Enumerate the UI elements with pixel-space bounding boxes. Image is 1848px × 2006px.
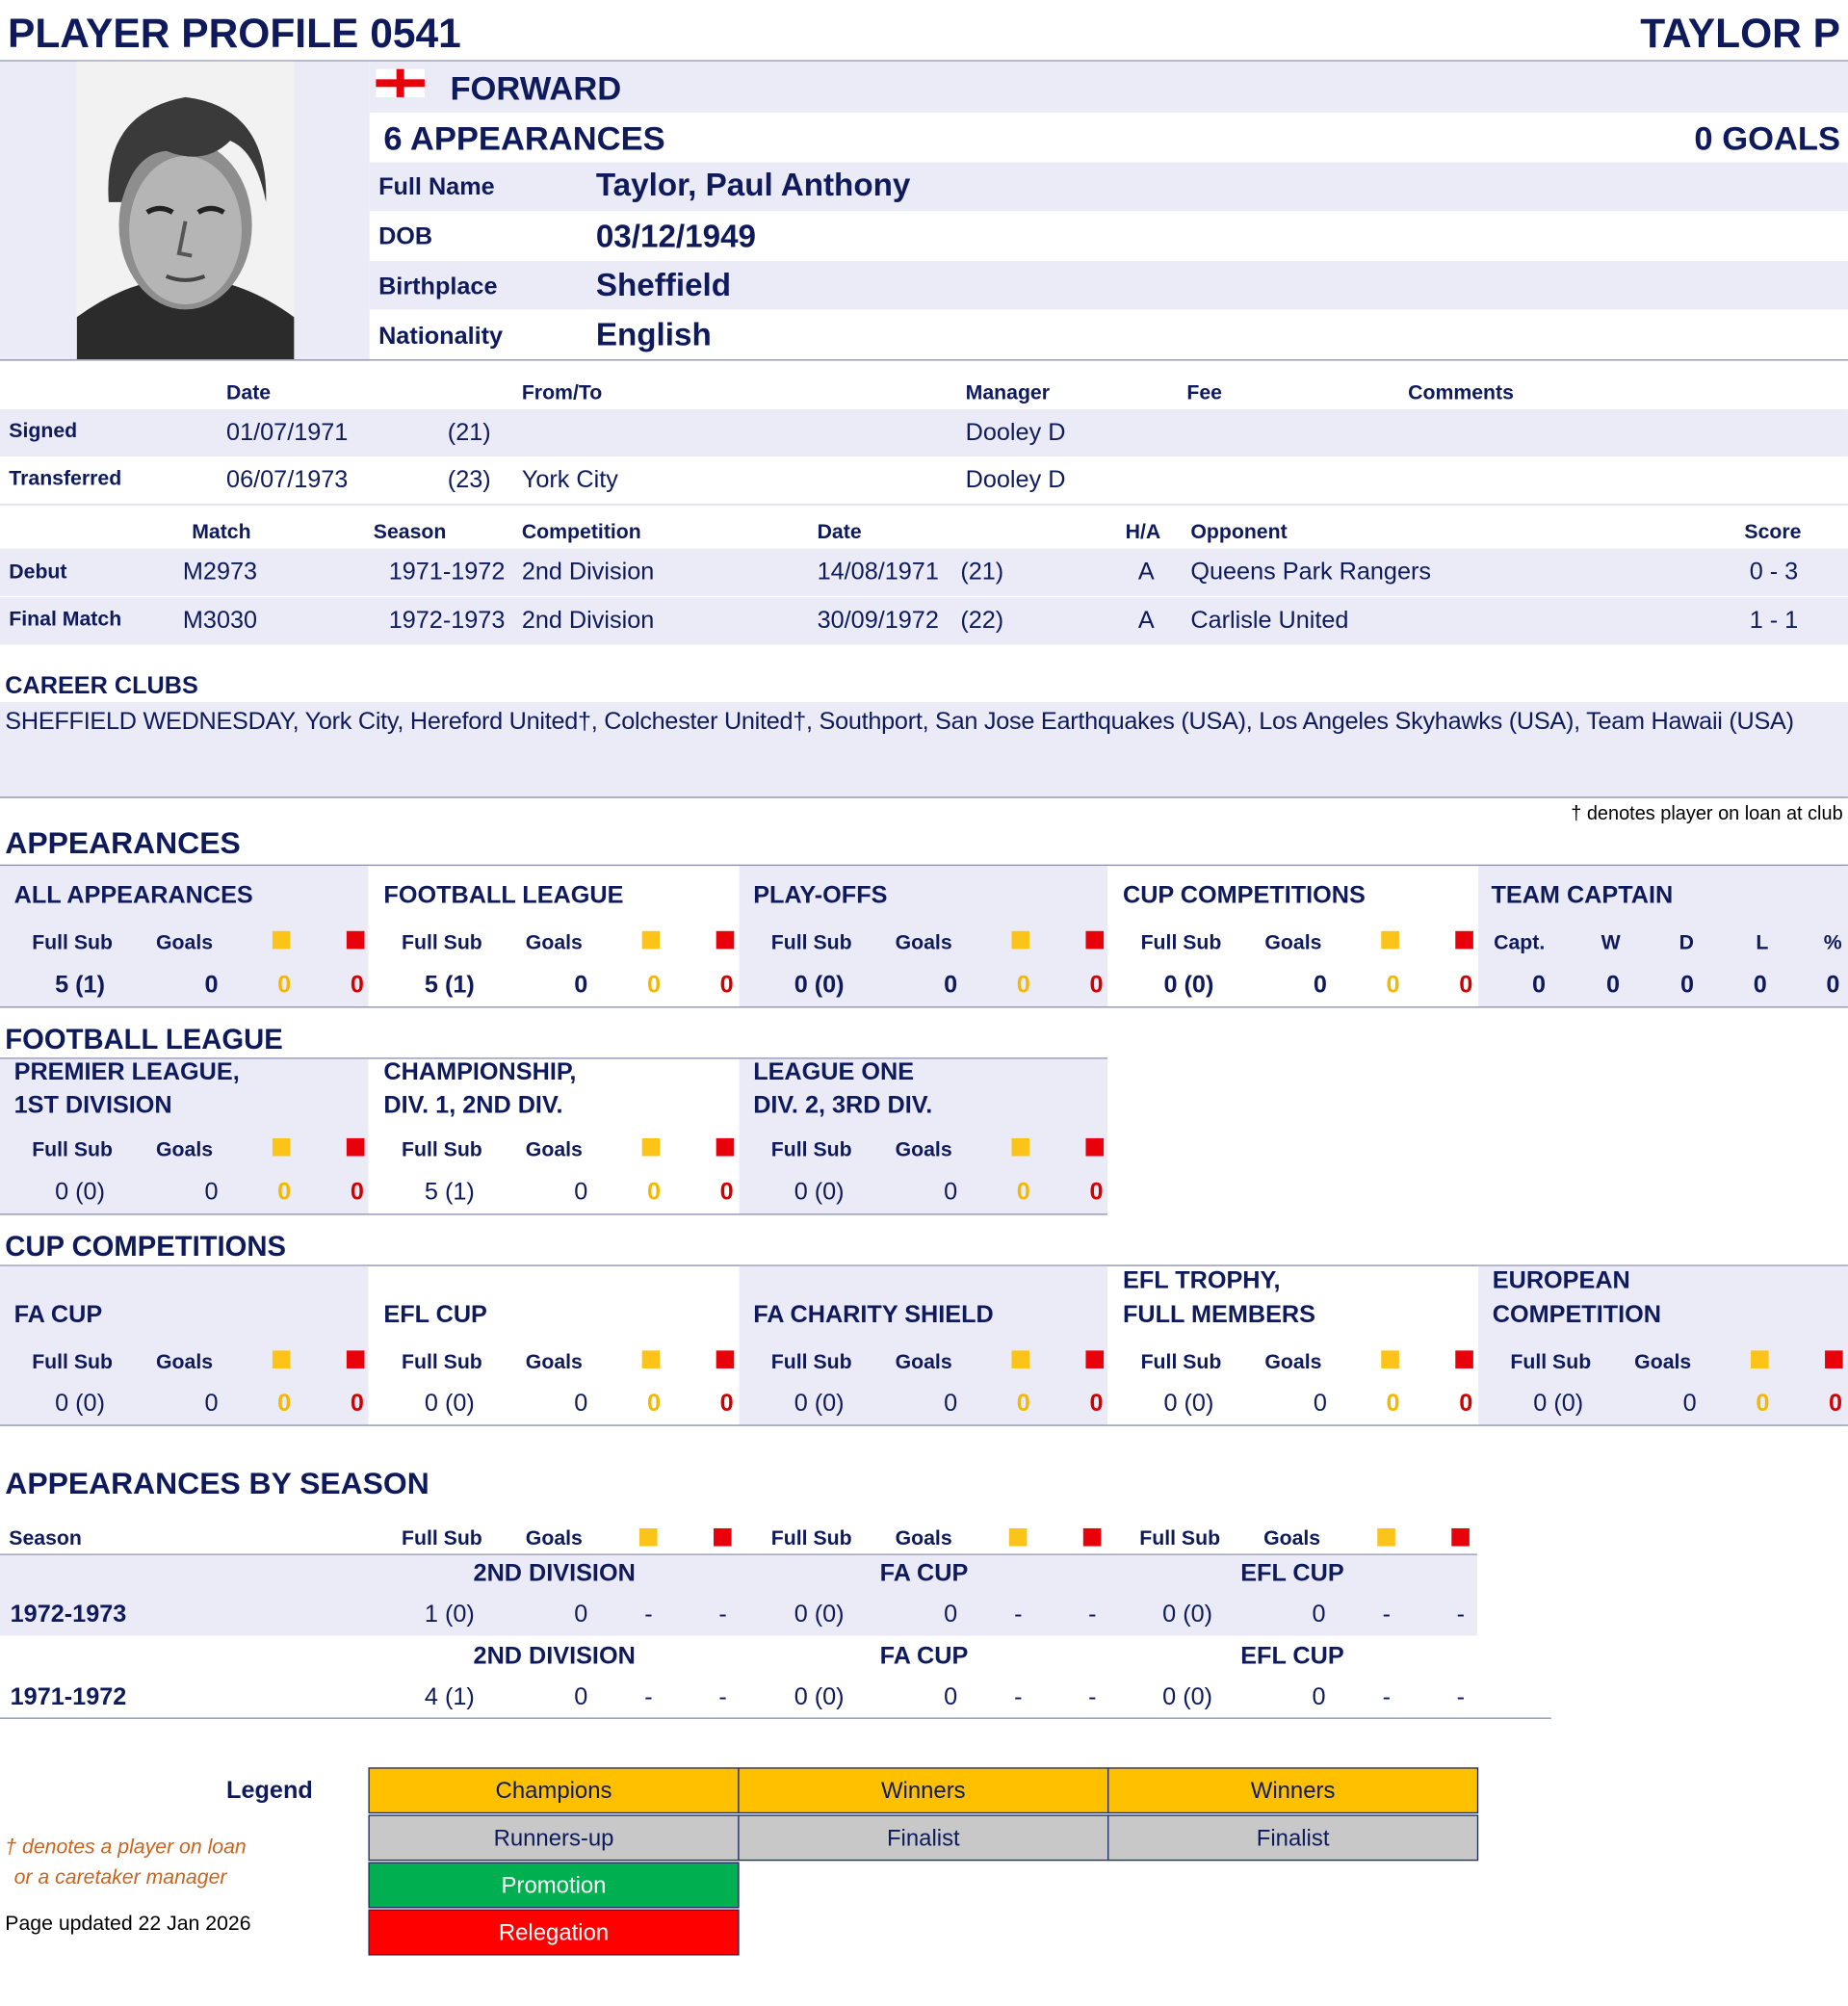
yellow-card-icon [642, 1350, 661, 1368]
full-sub-value: 0 (0) [1162, 1601, 1213, 1628]
page-updated: Page updated 22 Jan 2026 [5, 1913, 251, 1936]
red-card-icon [347, 1138, 365, 1157]
match-season: 1971-1972 [388, 559, 506, 586]
yellow-cards-value: 0 [277, 1179, 292, 1207]
red-card-icon [1451, 1528, 1470, 1547]
match-age: (21) [960, 559, 1004, 586]
yellow-card-icon [273, 931, 291, 950]
goals-value: 0 [204, 972, 219, 1000]
block-title: EFL TROPHY, [1122, 1267, 1281, 1294]
season-label: 1972-1973 [10, 1601, 127, 1628]
col-header: Comments [1408, 382, 1514, 404]
player-position: FORWARD [450, 68, 622, 108]
red-cards-value: 0 [1829, 1390, 1843, 1418]
yellow-cards-value: 0 [1386, 1390, 1400, 1418]
england-flag-icon [376, 69, 424, 97]
red-cards-value: 0 [1459, 972, 1473, 1000]
col-header-goals: Goals [525, 1139, 583, 1161]
yellow-cards-value: - [644, 1601, 653, 1628]
red-cards-value: - [718, 1601, 727, 1628]
col-header-goals: Goals [525, 1527, 583, 1550]
competition-name: EFL CUP [1240, 1643, 1344, 1671]
red-card-icon [347, 1350, 365, 1368]
red-cards-value: - [1088, 1683, 1097, 1711]
block-title: FA CUP [13, 1301, 103, 1329]
match-competition: 2nd Division [521, 607, 655, 635]
captain-header: % [1823, 932, 1842, 954]
full-sub-value: 0 (0) [1163, 1390, 1214, 1418]
match-opponent: Queens Park Rangers [1190, 559, 1432, 586]
block-title: PREMIER LEAGUE, [13, 1058, 240, 1086]
col-header: Fee [1186, 382, 1223, 404]
match-label: Debut [9, 560, 67, 584]
match-ha: A [1137, 559, 1155, 586]
loan-note: † denotes player on loan at club [1571, 802, 1843, 825]
match-age: (22) [960, 607, 1004, 635]
red-card-icon [1085, 931, 1104, 950]
red-cards-value: - [1088, 1601, 1097, 1628]
col-header: Competition [521, 521, 641, 544]
match-date: 14/08/1971 [817, 559, 939, 586]
red-card-icon [347, 931, 365, 950]
match-competition: 2nd Division [521, 559, 655, 586]
goals-value: 0 [944, 1390, 958, 1418]
red-cards-value: 0 [719, 972, 734, 1000]
full-sub-value: 0 (0) [794, 972, 845, 1000]
col-header-full-sub: Full Sub [32, 932, 114, 954]
transfer-age: (21) [447, 419, 491, 447]
legend-title: Legend [226, 1777, 313, 1805]
goals-value: 0 [574, 1601, 588, 1628]
red-cards-value: - [1456, 1601, 1465, 1628]
col-header: Opponent [1190, 521, 1288, 544]
block-title: LEAGUE ONE [753, 1058, 915, 1086]
col-header-goals: Goals [156, 932, 214, 954]
full-sub-value: 0 (0) [1533, 1390, 1584, 1418]
goals-value: 0 [944, 1683, 958, 1711]
col-header-goals: Goals [1263, 1527, 1321, 1550]
match-label: Final Match [9, 609, 122, 631]
col-header-goals: Goals [895, 1351, 952, 1374]
yellow-card-icon [1751, 1350, 1769, 1368]
competition-name: 2ND DIVISION [473, 1643, 636, 1671]
col-header-full-sub: Full Sub [401, 932, 482, 954]
yellow-cards-value: - [1014, 1601, 1023, 1628]
col-header-full-sub: Full Sub [1510, 1351, 1592, 1374]
legend-cell: Relegation [368, 1910, 739, 1956]
goals-value: 0 [574, 1683, 588, 1711]
yellow-card-icon [273, 1138, 291, 1157]
block-title: EFL CUP [383, 1301, 487, 1329]
field-label: Full Name [378, 173, 495, 201]
red-card-icon [716, 931, 735, 950]
transfer-age: (23) [447, 466, 491, 494]
yellow-cards-value: 0 [646, 1390, 662, 1418]
field-label: DOB [378, 223, 433, 251]
red-card-icon [1455, 931, 1473, 950]
appearances-title: APPEARANCES [5, 825, 241, 861]
legend-note: † denotes a player on loan [5, 1837, 247, 1859]
col-header: From/To [521, 382, 603, 404]
legend-cell: Champions [368, 1767, 739, 1813]
full-sub-value: 0 (0) [55, 1390, 105, 1418]
match-date: 30/09/1972 [817, 607, 939, 635]
yellow-card-icon [1011, 1138, 1029, 1157]
full-sub-value: 0 (0) [794, 1179, 845, 1207]
goals-value: 0 [1682, 1390, 1697, 1418]
block-title: EUROPEAN [1492, 1267, 1630, 1294]
goals-value: 0 [204, 1179, 219, 1207]
player-short-name: TAYLOR P [1640, 10, 1840, 57]
competition-name: FA CUP [879, 1560, 969, 1588]
match-season: 1972-1973 [388, 607, 506, 635]
block-title: 1ST DIVISION [13, 1092, 172, 1119]
yellow-cards-value: 0 [646, 972, 662, 1000]
col-header-full-sub: Full Sub [770, 932, 852, 954]
goals-total: 0 GOALS [1694, 118, 1840, 158]
yellow-card-icon [1011, 931, 1029, 950]
match-score: 1 - 1 [1749, 607, 1799, 635]
page-title: PLAYER PROFILE 0541 [7, 10, 461, 57]
col-header: H/A [1125, 521, 1161, 544]
field-value: Taylor, Paul Anthony [595, 167, 911, 204]
block-title: FULL MEMBERS [1122, 1301, 1315, 1329]
red-card-icon [1455, 1350, 1473, 1368]
yellow-card-icon [642, 1138, 661, 1157]
block-title: DIV. 1, 2ND DIV. [383, 1092, 563, 1119]
yellow-cards-value: 0 [1016, 972, 1030, 1000]
yellow-card-icon [1381, 931, 1399, 950]
col-header-full-sub: Full Sub [401, 1351, 482, 1374]
player-photo [77, 62, 295, 359]
red-card-icon [1825, 1350, 1843, 1368]
transfer-date: 01/07/1971 [226, 419, 349, 447]
col-header-goals: Goals [1264, 932, 1322, 954]
transfer-date: 06/07/1973 [226, 466, 349, 494]
match-opponent: Carlisle United [1190, 607, 1349, 635]
season-col-header: Season [9, 1527, 82, 1550]
captain-value: 0 [1531, 972, 1546, 1000]
red-cards-value: 0 [1089, 1179, 1104, 1207]
full-sub-value: 0 (0) [794, 1683, 845, 1711]
appearances-total: 6 APPEARANCES [383, 118, 665, 158]
legend-cell: Winners [738, 1767, 1108, 1813]
captain-header: Capt. [1494, 932, 1546, 954]
red-cards-value: 0 [719, 1390, 734, 1418]
legend-cell: Finalist [738, 1814, 1108, 1861]
goals-value: 0 [574, 1179, 588, 1207]
captain-header: L [1756, 932, 1769, 954]
col-header: Score [1744, 521, 1802, 544]
yellow-cards-value: 0 [646, 1179, 662, 1207]
full-sub-value: 4 (1) [424, 1683, 475, 1711]
col-header-goals: Goals [895, 1527, 952, 1550]
full-sub-value: 0 (0) [424, 1390, 475, 1418]
col-header-full-sub: Full Sub [32, 1351, 114, 1374]
block-title: CUP COMPETITIONS [1122, 882, 1366, 910]
red-cards-value: 0 [719, 1179, 734, 1207]
goals-value: 0 [1313, 972, 1327, 1000]
full-sub-value: 5 (1) [55, 972, 105, 1000]
block-title: FA CHARITY SHIELD [753, 1301, 994, 1329]
full-sub-value: 0 (0) [1162, 1683, 1213, 1711]
full-sub-value: 5 (1) [424, 1179, 475, 1207]
yellow-cards-value: 0 [1386, 972, 1400, 1000]
yellow-cards-value: 0 [1016, 1179, 1030, 1207]
block-title: FOOTBALL LEAGUE [383, 882, 624, 910]
col-header-goals: Goals [895, 932, 952, 954]
goals-value: 0 [944, 1601, 958, 1628]
captain-value: 0 [1826, 972, 1840, 1000]
red-card-icon [716, 1138, 735, 1157]
match-id: M2973 [182, 559, 258, 586]
transfer-manager: Dooley D [965, 466, 1066, 494]
block-title: COMPETITION [1492, 1301, 1662, 1329]
full-sub-value: 1 (0) [424, 1601, 475, 1628]
block-title: ALL APPEARANCES [13, 882, 253, 910]
yellow-cards-value: - [1014, 1683, 1023, 1711]
col-header-goals: Goals [525, 932, 583, 954]
col-header: Manager [965, 382, 1051, 404]
col-header: Match [192, 521, 251, 544]
red-card-icon [1085, 1138, 1104, 1157]
full-sub-value: 0 (0) [794, 1390, 845, 1418]
field-label: Nationality [378, 323, 504, 351]
goals-value: 0 [944, 972, 958, 1000]
legend-cell: Promotion [368, 1863, 739, 1909]
col-header-full-sub: Full Sub [401, 1527, 482, 1550]
field-value: 03/12/1949 [595, 219, 757, 255]
yellow-cards-value: 0 [1756, 1390, 1770, 1418]
red-cards-value: 0 [1459, 1390, 1473, 1418]
yellow-card-icon [273, 1350, 291, 1368]
cup-competitions-title: CUP COMPETITIONS [5, 1230, 286, 1263]
team-captain-title: TEAM CAPTAIN [1491, 882, 1674, 910]
yellow-cards-value: 0 [1016, 1390, 1030, 1418]
football-league-title: FOOTBALL LEAGUE [5, 1023, 283, 1055]
col-header-goals: Goals [156, 1351, 214, 1374]
red-cards-value: 0 [350, 1179, 364, 1207]
legend-note: or a caretaker manager [13, 1866, 227, 1889]
by-season-title: APPEARANCES BY SEASON [5, 1467, 429, 1502]
red-cards-value: - [718, 1683, 727, 1711]
red-cards-value: - [1456, 1683, 1465, 1711]
match-score: 0 - 3 [1749, 559, 1799, 586]
career-clubs-list: SHEFFIELD WEDNESDAY, York City, Hereford United†, Colchester United†, Southport, San Jose Earthquakes (USA), Los Angeles Skyhawks (USA), Team Hawaii (USA) [5, 708, 1794, 736]
col-header-goals: Goals [156, 1139, 214, 1161]
goals-value: 0 [1313, 1390, 1327, 1418]
col-header-full-sub: Full Sub [770, 1351, 852, 1374]
yellow-card-icon [1381, 1350, 1399, 1368]
legend-cell: Finalist [1107, 1814, 1478, 1861]
col-header: Date [817, 521, 862, 544]
col-header: Season [373, 521, 447, 544]
full-sub-value: 5 (1) [424, 972, 475, 1000]
career-clubs-title: CAREER CLUBS [5, 672, 198, 700]
captain-value: 0 [1753, 972, 1767, 1000]
col-header-goals: Goals [1264, 1351, 1322, 1374]
col-header-full-sub: Full Sub [1140, 1351, 1222, 1374]
competition-name: 2ND DIVISION [473, 1560, 636, 1588]
col-header-full-sub: Full Sub [1139, 1527, 1221, 1550]
field-value: Sheffield [595, 267, 732, 303]
yellow-card-icon [1011, 1350, 1029, 1368]
col-header-full-sub: Full Sub [1140, 932, 1222, 954]
full-sub-value: 0 (0) [1163, 972, 1214, 1000]
captain-value: 0 [1605, 972, 1621, 1000]
captain-header: W [1601, 932, 1621, 954]
col-header-full-sub: Full Sub [770, 1139, 852, 1161]
red-cards-value: 0 [350, 1390, 364, 1418]
red-card-icon [1083, 1528, 1102, 1547]
competition-name: EFL CUP [1240, 1560, 1344, 1588]
yellow-cards-value: - [1382, 1601, 1391, 1628]
col-header-goals: Goals [895, 1139, 952, 1161]
red-cards-value: 0 [1089, 972, 1104, 1000]
yellow-card-icon [1377, 1528, 1395, 1547]
goals-value: 0 [204, 1390, 219, 1418]
match-id: M3030 [182, 607, 258, 635]
transfer-club: York City [521, 466, 618, 494]
col-header-full-sub: Full Sub [32, 1139, 114, 1161]
yellow-cards-value: - [644, 1683, 653, 1711]
captain-header: D [1679, 932, 1695, 954]
red-card-icon [716, 1350, 735, 1368]
transfer-manager: Dooley D [965, 419, 1066, 447]
yellow-cards-value: - [1382, 1683, 1391, 1711]
legend-cell: Runners-up [368, 1814, 739, 1861]
red-cards-value: 0 [350, 972, 364, 1000]
field-value: English [595, 317, 712, 353]
block-title: DIV. 2, 3RD DIV. [753, 1092, 933, 1119]
competition-name: FA CUP [879, 1643, 969, 1671]
goals-value: 0 [574, 972, 588, 1000]
captain-value: 0 [1679, 972, 1695, 1000]
col-header-full-sub: Full Sub [401, 1139, 482, 1161]
red-cards-value: 0 [1089, 1390, 1104, 1418]
goals-value: 0 [1312, 1601, 1326, 1628]
goals-value: 0 [574, 1390, 588, 1418]
col-header-goals: Goals [525, 1351, 583, 1374]
goals-value: 0 [1312, 1683, 1326, 1711]
col-header-full-sub: Full Sub [770, 1527, 852, 1550]
col-header: Date [226, 382, 272, 404]
full-sub-value: 0 (0) [55, 1179, 105, 1207]
season-label: 1971-1972 [10, 1683, 127, 1711]
yellow-cards-value: 0 [277, 1390, 292, 1418]
col-header-goals: Goals [1634, 1351, 1692, 1374]
transfer-label: Signed [9, 420, 78, 443]
yellow-card-icon [639, 1528, 658, 1547]
match-ha: A [1137, 607, 1155, 635]
block-title: PLAY-OFFS [753, 882, 888, 910]
yellow-card-icon [1009, 1528, 1028, 1547]
legend-cell: Winners [1107, 1767, 1478, 1813]
yellow-card-icon [642, 931, 661, 950]
block-title: CHAMPIONSHIP, [383, 1058, 577, 1086]
red-card-icon [714, 1528, 732, 1547]
goals-value: 0 [944, 1179, 958, 1207]
red-card-icon [1085, 1350, 1104, 1368]
transfer-label: Transferred [9, 468, 122, 490]
full-sub-value: 0 (0) [794, 1601, 845, 1628]
yellow-cards-value: 0 [277, 972, 292, 1000]
field-label: Birthplace [378, 274, 498, 301]
